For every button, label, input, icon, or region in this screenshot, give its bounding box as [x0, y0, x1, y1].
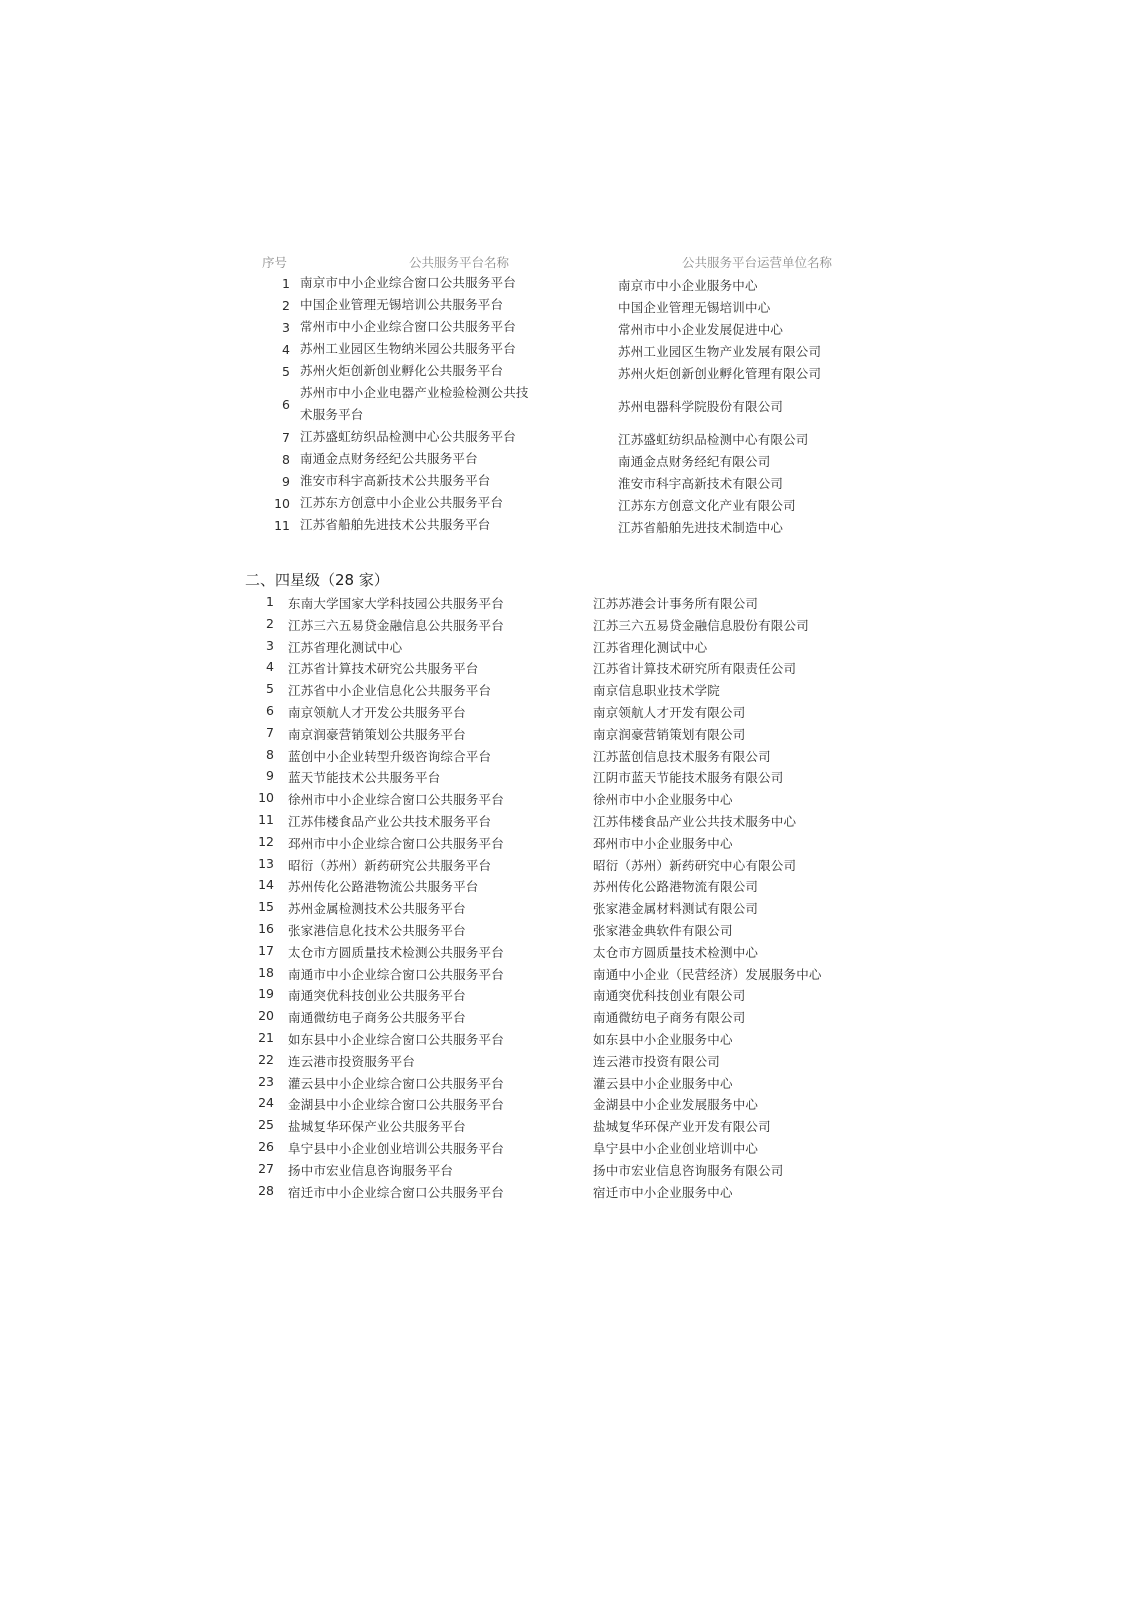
row-platform-name: 南通金点财务经纪公共服务平台 [300, 451, 478, 466]
row-serial-number: 3 [282, 320, 290, 335]
table-row [250, 852, 870, 874]
row-operator-name: 苏州传化公路港物流有限公司 [593, 879, 759, 895]
table-row [250, 1091, 870, 1113]
row-serial-number: 12 [258, 833, 274, 849]
table-row [250, 634, 870, 656]
row-operator-name: 江苏苏港会计事务所有限公司 [593, 596, 759, 611]
table-row [250, 895, 870, 917]
row-serial-number: 10 [258, 790, 274, 806]
table-row [250, 961, 870, 983]
table-row [250, 655, 870, 677]
row-serial-number: 8 [282, 452, 290, 467]
row-serial-number: 22 [258, 1051, 274, 1067]
row-serial-number: 13 [258, 855, 274, 871]
row-serial-number: 16 [258, 920, 274, 936]
row-operator-name: 南通微纺电子商务有限公司 [593, 1010, 746, 1026]
row-serial-number: 2 [282, 298, 290, 313]
header-serial-number: 序号 [262, 255, 288, 270]
row-operator-name: 苏州火炬创新创业孵化管理有限公司 [618, 366, 822, 381]
row-serial-number: 9 [282, 474, 290, 489]
row-serial-number: 1 [282, 276, 290, 291]
row-serial-number: 18 [258, 964, 274, 980]
row-platform-name: 苏州金属检测技术公共服务平台 [288, 901, 466, 917]
row-platform-name: 苏州市中小企业电器产业检验检测公共技术服务平台 [300, 385, 529, 422]
row-operator-name: 江苏蓝创信息技术服务有限公司 [593, 748, 771, 764]
table-row [250, 939, 870, 961]
row-platform-name: 江苏省理化测试中心 [288, 639, 403, 655]
header-platform-name: 公共服务平台名称 [409, 255, 510, 270]
row-serial-number: 4 [266, 659, 274, 675]
row-serial-number: 9 [266, 768, 274, 784]
row-operator-name: 江苏省船舶先进技术制造中心 [618, 520, 784, 535]
table-body [262, 272, 862, 536]
row-platform-name: 如东县中小企业综合窗口公共服务平台 [288, 1031, 504, 1047]
table-row [262, 382, 862, 426]
row-platform-name: 南通突优科技创业公共服务平台 [288, 988, 466, 1004]
row-platform-name: 江苏省船舶先进技术公共服务平台 [300, 517, 491, 532]
row-serial-number: 6 [266, 702, 274, 718]
row-serial-number: 4 [282, 342, 290, 357]
row-operator-name: 如东县中小企业服务中心 [593, 1031, 733, 1047]
row-platform-name: 江苏伟楼食品产业公共技术服务平台 [288, 813, 492, 829]
table-row [262, 294, 862, 316]
row-platform-name: 常州市中小企业综合窗口公共服务平台 [300, 319, 516, 334]
row-serial-number: 7 [282, 430, 290, 445]
table-row [250, 721, 870, 743]
row-platform-name: 盐城复华环保产业公共服务平台 [288, 1119, 466, 1135]
row-operator-name: 阜宁县中小企业创业培训中心 [593, 1140, 759, 1156]
table-row [250, 1026, 870, 1048]
row-platform-name: 江苏三六五易贷金融信息公共服务平台 [288, 617, 504, 633]
row-serial-number: 24 [258, 1095, 274, 1111]
table-row [250, 590, 870, 612]
row-platform-name: 南京领航人才开发公共服务平台 [288, 704, 466, 720]
row-platform-name: 江苏东方创意中小企业公共服务平台 [300, 495, 504, 510]
table-row [250, 699, 870, 721]
row-operator-name: 江苏省理化测试中心 [593, 639, 708, 655]
row-operator-name: 南通中小企业（民营经济）发展服务中心 [593, 966, 822, 982]
row-operator-name: 江苏三六五易贷金融信息股份有限公司 [593, 617, 809, 633]
row-operator-name: 灌云县中小企业服务中心 [593, 1075, 733, 1091]
row-platform-name: 江苏省计算技术研究公共服务平台 [288, 661, 479, 677]
row-platform-name: 灌云县中小企业综合窗口公共服务平台 [288, 1075, 504, 1091]
row-operator-name: 昭衍（苏州）新药研究中心有限公司 [593, 857, 797, 873]
row-operator-name: 宿迁市中小企业服务中心 [593, 1184, 733, 1200]
row-serial-number: 26 [258, 1138, 274, 1154]
row-operator-name: 扬中市宏业信息咨询服务有限公司 [593, 1162, 784, 1178]
row-operator-name: 南京信息职业技术学院 [593, 683, 721, 699]
table-row [262, 492, 862, 514]
row-operator-name: 江阴市蓝天节能技术服务有限公司 [593, 770, 784, 786]
row-platform-name: 太仓市方圆质量技术检测公共服务平台 [288, 944, 504, 960]
row-serial-number: 21 [258, 1029, 274, 1045]
row-platform-name: 江苏盛虹纺织品检测中心公共服务平台 [300, 429, 516, 444]
row-platform-name: 扬中市宏业信息咨询服务平台 [288, 1162, 454, 1178]
section-heading: 二、四星级（28 家） [245, 571, 389, 589]
table-row [250, 1113, 870, 1135]
row-operator-name: 张家港金典软件有限公司 [593, 922, 733, 938]
row-serial-number: 5 [282, 364, 290, 379]
row-serial-number: 23 [258, 1073, 274, 1089]
row-platform-name: 邳州市中小企业综合窗口公共服务平台 [288, 835, 504, 851]
row-serial-number: 19 [258, 986, 274, 1002]
row-serial-number: 6 [282, 397, 290, 412]
row-operator-name: 南通金点财务经纪有限公司 [618, 454, 771, 469]
row-serial-number: 20 [258, 1008, 274, 1024]
row-operator-name: 南京领航人才开发有限公司 [593, 704, 746, 720]
table-row [250, 743, 870, 765]
row-operator-name: 江苏盛虹纺织品检测中心有限公司 [618, 432, 809, 447]
row-operator-name: 南京润豪营销策划有限公司 [593, 726, 746, 742]
table-row [262, 360, 862, 382]
table-row [250, 830, 870, 852]
row-platform-name: 苏州工业园区生物纳米园公共服务平台 [300, 341, 516, 356]
row-operator-name: 太仓市方圆质量技术检测中心 [593, 944, 759, 960]
row-platform-name: 南通微纺电子商务公共服务平台 [288, 1010, 466, 1026]
row-operator-name: 淮安市科宇高新技术有限公司 [618, 476, 784, 491]
row-serial-number: 14 [258, 877, 274, 893]
row-serial-number: 10 [274, 496, 290, 511]
row-operator-name: 邳州市中小企业服务中心 [593, 835, 733, 851]
row-serial-number: 7 [266, 724, 274, 740]
table-row [262, 272, 862, 294]
row-serial-number: 8 [266, 746, 274, 762]
row-platform-name: 东南大学国家大学科技园公共服务平台 [288, 596, 504, 611]
table-row [250, 808, 870, 830]
row-platform-name: 江苏省中小企业信息化公共服务平台 [288, 683, 492, 699]
row-platform-name: 徐州市中小企业综合窗口公共服务平台 [288, 792, 504, 808]
row-operator-name: 江苏伟楼食品产业公共技术服务中心 [593, 813, 797, 829]
row-serial-number: 17 [258, 942, 274, 958]
row-platform-name: 南通市中小企业综合窗口公共服务平台 [288, 966, 504, 982]
row-serial-number: 11 [258, 811, 274, 827]
row-operator-name: 江苏东方创意文化产业有限公司 [618, 498, 796, 513]
table-row [250, 786, 870, 808]
row-operator-name: 连云港市投资有限公司 [593, 1053, 721, 1069]
row-operator-name: 南京市中小企业服务中心 [618, 278, 758, 293]
row-operator-name: 常州市中小企业发展促进中心 [618, 322, 784, 337]
table-row [262, 448, 862, 470]
table-row [250, 1070, 870, 1092]
row-operator-name: 江苏省计算技术研究所有限责任公司 [593, 661, 797, 677]
row-platform-name: 蓝创中小企业转型升级咨询综合平台 [288, 748, 492, 764]
row-platform-name: 南京润豪营销策划公共服务平台 [288, 726, 466, 742]
table-row [250, 982, 870, 1004]
row-platform-name: 阜宁县中小企业创业培训公共服务平台 [288, 1140, 504, 1156]
row-platform-name: 张家港信息化技术公共服务平台 [288, 922, 466, 938]
row-platform-name: 宿迁市中小企业综合窗口公共服务平台 [288, 1184, 504, 1200]
table-row [262, 470, 862, 492]
row-platform-name: 金湖县中小企业综合窗口公共服务平台 [288, 1097, 504, 1113]
row-operator-name: 南通突优科技创业有限公司 [593, 988, 746, 1004]
table-row [262, 316, 862, 338]
row-platform-name: 蓝天节能技术公共服务平台 [288, 770, 441, 786]
row-platform-name: 昭衍（苏州）新药研究公共服务平台 [288, 857, 492, 873]
table-row [250, 1179, 870, 1201]
row-platform-name: 南京市中小企业综合窗口公共服务平台 [300, 275, 516, 290]
row-serial-number: 27 [258, 1160, 274, 1176]
header-operator-name: 公共服务平台运营单位名称 [682, 255, 833, 270]
row-serial-number: 25 [258, 1117, 274, 1133]
row-serial-number: 15 [258, 899, 274, 915]
row-operator-name: 徐州市中小企业服务中心 [593, 792, 733, 808]
table-row [262, 514, 862, 536]
table-row [262, 426, 862, 448]
platform-table-top [262, 250, 862, 536]
row-platform-name: 苏州火炬创新创业孵化公共服务平台 [300, 363, 504, 378]
row-platform-name: 淮安市科宇高新技术公共服务平台 [300, 473, 491, 488]
row-operator-name: 张家港金属材料测试有限公司 [593, 901, 759, 917]
row-platform-name: 连云港市投资服务平台 [288, 1053, 416, 1069]
table-header [262, 250, 862, 272]
row-platform-name: 中国企业管理无锡培训公共服务平台 [300, 297, 504, 312]
table-row [250, 612, 870, 634]
row-serial-number: 28 [258, 1182, 274, 1198]
table-row [250, 1048, 870, 1070]
row-platform-name: 苏州传化公路港物流公共服务平台 [288, 879, 479, 895]
row-serial-number: 3 [266, 637, 274, 653]
row-serial-number: 5 [266, 681, 274, 697]
table-row [262, 338, 862, 360]
table-row [250, 1004, 870, 1026]
table-row [250, 873, 870, 895]
row-operator-name: 盐城复华环保产业开发有限公司 [593, 1119, 771, 1135]
row-operator-name: 金湖县中小企业发展服务中心 [593, 1097, 759, 1113]
table-row [250, 1135, 870, 1157]
table-row [250, 1157, 870, 1179]
row-operator-name: 苏州电器科学院股份有限公司 [618, 399, 784, 414]
row-serial-number: 2 [266, 615, 274, 631]
table-row [250, 917, 870, 939]
table-row [250, 677, 870, 699]
table-row [250, 764, 870, 786]
row-operator-name: 中国企业管理无锡培训中心 [618, 300, 771, 315]
row-operator-name: 苏州工业园区生物产业发展有限公司 [618, 344, 822, 359]
row-serial-number: 11 [274, 518, 290, 533]
platform-table-four-star [250, 590, 870, 1200]
row-serial-number: 1 [266, 594, 274, 609]
